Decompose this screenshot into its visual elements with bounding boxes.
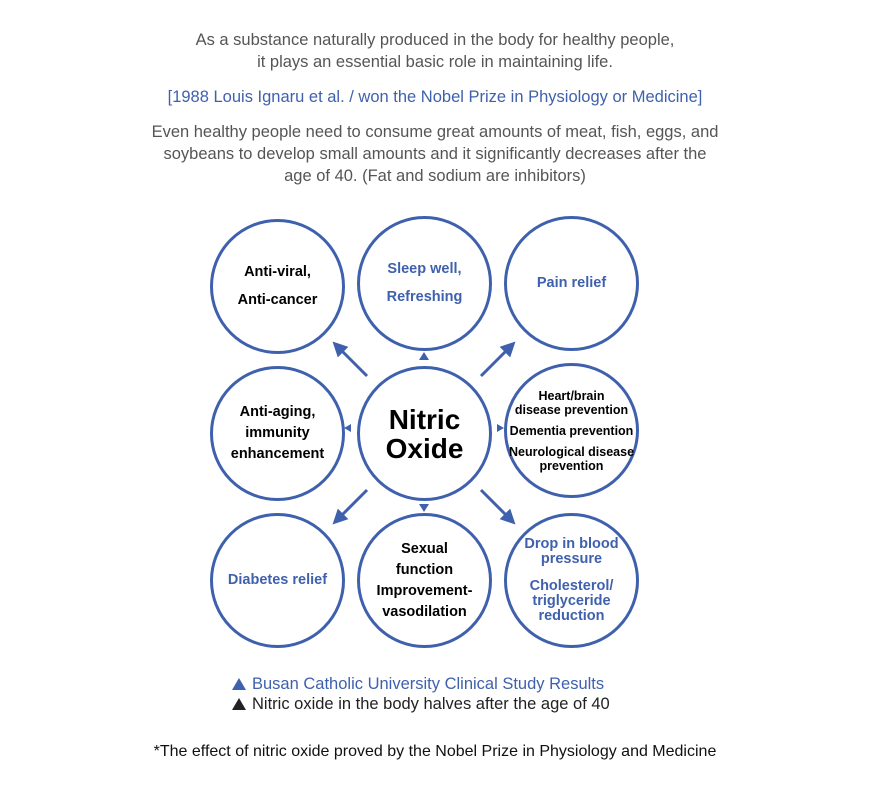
node-heart-line-2: disease prevention: [514, 402, 629, 417]
node-aging-line-1: Anti-aging,: [239, 404, 316, 420]
node-pain-line-1: Pain relief: [536, 275, 607, 291]
node-heart-line-1: Heart/brain: [538, 388, 605, 403]
node-nitric-oxide: [357, 366, 492, 501]
arrow-down-left: [341, 490, 367, 516]
legend-item-age: [232, 694, 610, 714]
node-diabetes-line-1: Diabetes relief: [227, 572, 328, 588]
detail-line-2: soybeans to develop small amounts and it significantly decreases after the: [163, 145, 707, 163]
node-sexual-line-4: vasodilation: [382, 603, 467, 620]
pointer-up-icon: [419, 352, 429, 360]
center-line-1: Nitric: [388, 403, 461, 435]
footnote: *The effect of nitric oxide proved by the Nobel Prize in Physiology and Medicine: [153, 743, 717, 760]
node-sexual-line-1: Sexual: [401, 540, 448, 557]
center-line-2: Oxide: [385, 432, 464, 464]
node-heart: [504, 363, 639, 498]
arrow-up-left: [341, 350, 367, 376]
node-diabetes: [210, 513, 345, 648]
node-blood-line-1: Drop in blood: [524, 536, 619, 552]
detail-line-1: Even healthy people need to consume great amounts of meat, fish, eggs, and: [151, 123, 719, 141]
pointer-right-icon: [497, 424, 504, 432]
node-antiviral-line-2: Anti-cancer: [237, 292, 318, 308]
node-blood-line-3: Cholesterol/: [529, 578, 614, 594]
arrow-down-right: [481, 490, 507, 516]
node-sleep: [357, 216, 492, 351]
node-blood-line-4: triglyceride: [532, 593, 611, 609]
node-heart-line-4: Neurological disease: [508, 444, 635, 459]
node-blood-line-2: pressure: [540, 551, 603, 567]
node-aging-line-2: immunity: [245, 425, 310, 441]
intro-line-2: it plays an essential basic role in maintaining life.: [257, 53, 613, 71]
node-blood-line-5: reduction: [538, 608, 605, 624]
triangle-icon-black: [232, 698, 246, 710]
node-sexual: [357, 513, 492, 648]
detail-line-3: age of 40. (Fat and sodium are inhibitors): [284, 167, 586, 185]
node-heart-line-3: Dementia prevention: [509, 423, 634, 438]
node-blood: [504, 513, 639, 648]
node-heart-line-5: prevention: [539, 458, 604, 473]
legend-item-2-text: Nitric oxide in the body halves after the age of 40: [252, 695, 610, 713]
node-pain: [504, 216, 639, 351]
triangle-icon-blue: [232, 678, 246, 690]
node-antiviral: [210, 219, 345, 354]
pointer-down-icon: [419, 504, 429, 512]
citation: [1988 Louis Ignaru et al. / won the Nobel Prize in Physiology or Medicine]: [167, 88, 703, 106]
node-antiviral-line-1: Anti-viral,: [244, 264, 311, 280]
legend-item-clinical: [232, 674, 604, 694]
node-sleep-line-2: Refreshing: [386, 289, 463, 305]
node-sexual-line-2: function: [395, 561, 454, 578]
pointer-left-icon: [344, 424, 351, 432]
node-sexual-line-3: Improvement-: [376, 582, 473, 599]
arrow-up-right: [481, 350, 507, 376]
node-aging-line-3: enhancement: [230, 446, 325, 462]
node-aging: [210, 366, 345, 501]
legend-item-1-text: Busan Catholic University Clinical Study Results: [252, 675, 605, 693]
intro-line-1: As a substance naturally produced in the body for healthy people,: [195, 31, 675, 49]
node-sleep-line-1: Sleep well,: [387, 261, 462, 277]
